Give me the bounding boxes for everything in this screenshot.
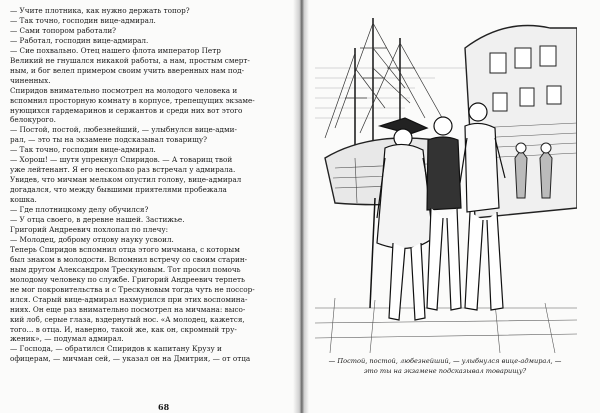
text-line: рал, — это ты на экзамене подсказывал товарищу? [10,135,208,145]
text-line: Спиридов внимательно посмотрел на молодого человека и [10,85,238,95]
text-line: — Молодец, доброму отцову науку усвоил. [10,234,174,244]
caption-line: — Постой, постой, любезнейший, — улыбнулся вице-адмирал, — [328,357,562,365]
text-line: Великий не гнушался никакой работы, а нам, простым смерт- [10,55,250,65]
text-line: офицерам, — мичман сей, — указал он на Дмитрия, — от отца [10,354,251,364]
text-line: — Постой, постой, любезнейший, — улыбнулся вице-адми- [10,125,237,135]
text-line: был знаком в молодости. Вспомнил встречу со своим старин- [10,254,248,264]
text-line: — Работал, господин вице-адмирал. [10,35,149,45]
text-line: Увидев, что мичман мельком опустил голову, вице-адмирал [10,175,242,185]
text-line: белокурого. [10,115,56,125]
text-line: не мог покровительства и с Трескуновым тогда чуть не поссор- [10,284,255,294]
text-line: — Так точно, господин вице-адмирал. [10,145,156,155]
illustration-ship-officers [315,8,577,353]
text-line: — Так точно, господин вице-адмирал. [10,15,156,25]
text-line: вспомнил просторную комнату в корпусе, трепещущих экзаме- [10,95,255,105]
text-line: — Сами топором работали? [10,25,117,35]
text-line: — Сие похвально. Отец нашего флота император Петр [10,45,221,55]
text-line: ниях. Он еще раз внимательно посмотрел на мичмана: высо- [10,304,246,314]
text-line: кошка. [10,195,37,205]
text-line: — Где плотницкому делу обучился? [10,205,149,215]
text-line: ным, и бог велел примером своим учить вверенных нам под- [10,65,245,75]
text-line: того... в отца. И, наверно, такой же, как он, скромный тру- [10,324,237,334]
body-text [10,6,288,364]
text-line: молодому человеку по службе. Григорий Андреевич терпеть [10,274,245,284]
text-line: ился. Старый вице-адмирал нахмурился при этих воспомина- [10,294,248,304]
text-line: уже лейтенант. Я его несколько раз встречал у адмирала. [10,165,236,175]
text-line: Григорий Андреевич похлопал по плечу: [10,224,169,234]
caption-line: это ты на экзамене подсказывал товарищу? [363,366,527,375]
right-page [311,0,600,413]
text-line: — У отца своего, в деревне нашей. Застижье. [10,215,185,225]
text-line: нующихся гардемаринов и сержантов и среди них вот этого [10,105,243,115]
text-line: женик», — подумал адмирал. [10,334,124,344]
illustration-caption [325,357,565,376]
text-line: кий лоб, серые глаза, вздернутый нос. «А молодец, кажется, [10,314,245,324]
text-line: — Господа, — обратился Спиридов к капитану Крузу и [10,344,222,354]
left-page [10,6,288,412]
book-gutter [293,0,309,413]
text-line: — Хорош! — шутя упрекнул Спиридов. — А товарищ твой [10,155,233,165]
text-line: Теперь Спиридов вспомнил отца этого мичмана, с которым [10,244,240,254]
text-line: догадался, что между бывшими приятелями пробежала [10,185,227,195]
text-line: — Учите плотника, как нужно держать топор? [10,6,190,15]
text-line: ным другом Александром Трескуновым. Тот просил помочь [10,264,241,274]
text-line: чиненных. [10,75,51,85]
page-number: 68 [158,402,170,412]
